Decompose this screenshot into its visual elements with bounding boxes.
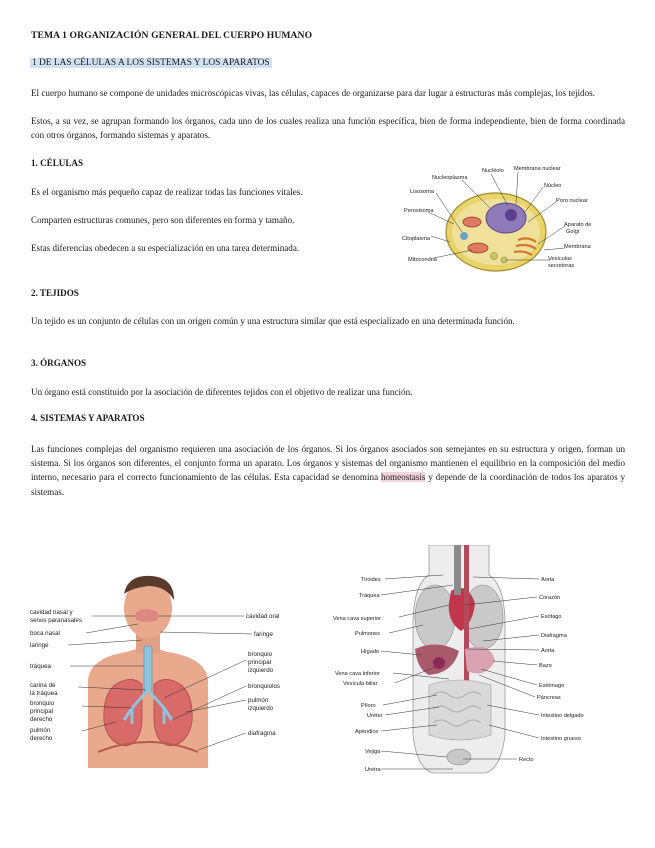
anat-label-left-11: Vejiga <box>365 749 381 755</box>
anat-label-left-7: Vesícula biliar <box>343 681 378 687</box>
tissues-paragraph: Un tejido es un conjunto de células con un origen común y una estructura similar que está especializado en una determinada función. <box>31 316 515 326</box>
resp-label-left-6a: bronquio <box>30 700 55 707</box>
systems-text-before: Las funciones complejas del organismo requieren una asociación de los órganos. Si los órganos asociados son semejantes en su estructura y origen, forman un sistema. Si los órganos son diferentes, el conjunto forma un aparato. Los órganos y sistemas del organismo mantienen el equilibrio en la composición del medio interno, necesario para el correcto funcionamiento de las células. Esta capacidad se denomina <box>31 444 625 483</box>
label-nucleo: Núcleo <box>544 183 562 189</box>
anat-label-right-11: Recto <box>519 757 534 763</box>
resp-label-left-4: tráquea <box>30 663 51 670</box>
intro-paragraph-1: El cuerpo humano se compone de unidades microscópicas vivas, las células, capaces de organizarse para dar lugar a estructuras más complejas, los tejidos. <box>31 88 595 98</box>
cells-line-2: Comparten estructuras comunes, pero son diferentes en forma y tamaño. <box>31 215 295 225</box>
label-poro-nuclear: Poro nuclear <box>556 198 588 204</box>
label-mitocondria: Mitocondria <box>408 257 437 263</box>
anat-label-left-4: Pulmones <box>355 631 380 637</box>
anat-label-left-1: Tiroides <box>361 577 381 583</box>
anat-label-right-6: Bazo <box>539 663 552 669</box>
anat-label-left-9: Uréter <box>367 713 383 719</box>
label-peroxisoma: Peroxisoma <box>404 208 434 214</box>
systems-paragraph <box>31 442 625 499</box>
label-aparato-golgi-2: Golgi <box>566 229 580 235</box>
cell-diagram <box>398 160 598 282</box>
intro-paragraph-2: Estos, a su vez, se agrupan formando los órganos, cada uno de los cuales realiza una función específica, bien de forma independiente, bien de forma coordinada con otros órganos, formando sistemas y aparatos. <box>31 116 625 141</box>
resp-label-left-2: boca nasal <box>30 630 60 637</box>
resp-label-right-6: diafragma <box>248 730 276 737</box>
resp-label-left-8a: pulmón <box>30 727 51 734</box>
resp-label-right-3c: izquierdo <box>248 667 274 674</box>
anat-label-left-3: Vena cava superior <box>333 616 381 622</box>
resp-label-right-5a: pulmón <box>248 697 269 704</box>
anat-label-right-2: Corazón <box>539 595 561 601</box>
anat-label-left-5: Hígado <box>361 649 380 655</box>
trachea-shape <box>144 646 152 692</box>
resp-label-left-5a: carina de <box>30 682 56 689</box>
homeostasis-highlight: homeostasis <box>380 472 426 483</box>
anat-label-right-1: Aorta <box>541 577 555 583</box>
lysosome-shape <box>460 232 468 240</box>
vesicle-shape <box>491 253 498 260</box>
anat-label-left-8: Píloro <box>361 703 376 709</box>
cells-line-3: Estas diferencias obedecen a su especialización en una tarea determinada. <box>31 243 300 253</box>
mitochondria-shape <box>463 217 481 227</box>
bladder-shape <box>447 749 471 765</box>
resp-label-right-1: cavidad oral <box>246 613 280 620</box>
section-subtitle: 1 DE LAS CÉLULAS A LOS SISTEMAS Y LOS APARATOS <box>32 58 270 68</box>
organs-heading: 3. ÓRGANOS <box>31 358 87 368</box>
anatomy-diagram <box>333 545 603 777</box>
resp-label-right-4: bronquiolos <box>248 683 280 690</box>
systems-heading: 4. SISTEMAS Y APARATOS <box>31 413 145 423</box>
anat-label-right-5: Aorta <box>541 648 555 654</box>
tissues-heading: 2. TEJIDOS <box>31 288 79 298</box>
label-nucleolo: Nucléolo <box>482 168 504 174</box>
anat-label-right-4: Diafragma <box>541 633 567 639</box>
anat-label-right-7: Estómago <box>539 683 565 689</box>
resp-label-left-8b: derecho <box>30 735 53 742</box>
resp-label-left-3: laringe <box>30 642 49 649</box>
anat-label-left-10: Apéndice <box>355 729 379 735</box>
resp-label-left-5b: la tráquea <box>30 690 58 697</box>
mitochondria-shape-2 <box>468 243 488 253</box>
anat-label-left-2: Tráquea <box>359 593 380 599</box>
label-vesiculas-2: secretoras <box>548 263 575 269</box>
resp-label-right-2: faringe <box>254 631 273 638</box>
resp-label-left-6b: principal <box>30 708 54 715</box>
resp-label-left-1b: senos paranasales <box>30 617 82 624</box>
resp-label-right-3a: bronquio <box>248 651 273 658</box>
label-membrana-nuclear: Membrana nuclear <box>514 166 561 172</box>
label-citoplasma: Citoplasma <box>402 236 430 242</box>
systems-text-after: y depende de la coordinación de todos los aparatos y sistemas. <box>31 472 625 497</box>
anat-label-right-9: Intestino delgado <box>541 713 584 719</box>
label-nucleoplasma: Nucleoplasma <box>432 175 468 181</box>
cells-line-1: Es el organismo más pequeño capaz de realizar todas las funciones vitales. <box>31 187 303 197</box>
anat-label-right-3: Esófago <box>541 614 562 620</box>
cells-heading: 1. CÉLULAS <box>31 158 84 168</box>
label-lisosoma: Lisosoma <box>410 189 434 195</box>
anat-label-right-10: Intestino grueso <box>541 736 581 742</box>
anat-label-right-8: Páncreas <box>537 695 561 701</box>
respiratory-system-diagram <box>28 572 300 768</box>
intestines-shape <box>429 680 491 740</box>
label-vesiculas-1: Vesículas <box>548 256 572 262</box>
document-title: TEMA 1 ORGANIZACIÓN GENERAL DEL CUERPO HUMANO <box>31 30 313 41</box>
resp-label-right-5b: izquierdo <box>248 705 274 712</box>
resp-label-left-7: derecho <box>30 716 53 723</box>
nucleolus-shape <box>505 209 517 221</box>
resp-label-right-3b: principal <box>248 659 272 666</box>
anat-label-left-12: Uretra <box>365 767 381 773</box>
label-aparato-golgi-1: Aparato de <box>564 222 592 228</box>
trachea-shape-2 <box>454 545 461 595</box>
anat-label-left-6: Vena cava inferior <box>335 671 380 677</box>
nasal-cavity-shape <box>136 609 158 622</box>
resp-label-left-1a: cavidad nasal y <box>30 609 73 616</box>
label-membrana: Membrana <box>564 244 591 250</box>
lung-shape-right <box>415 585 455 649</box>
organs-paragraph: Un órgano está constituido por la asociación de diferentes tejidos con el objetivo de realizar una función. <box>31 387 413 397</box>
